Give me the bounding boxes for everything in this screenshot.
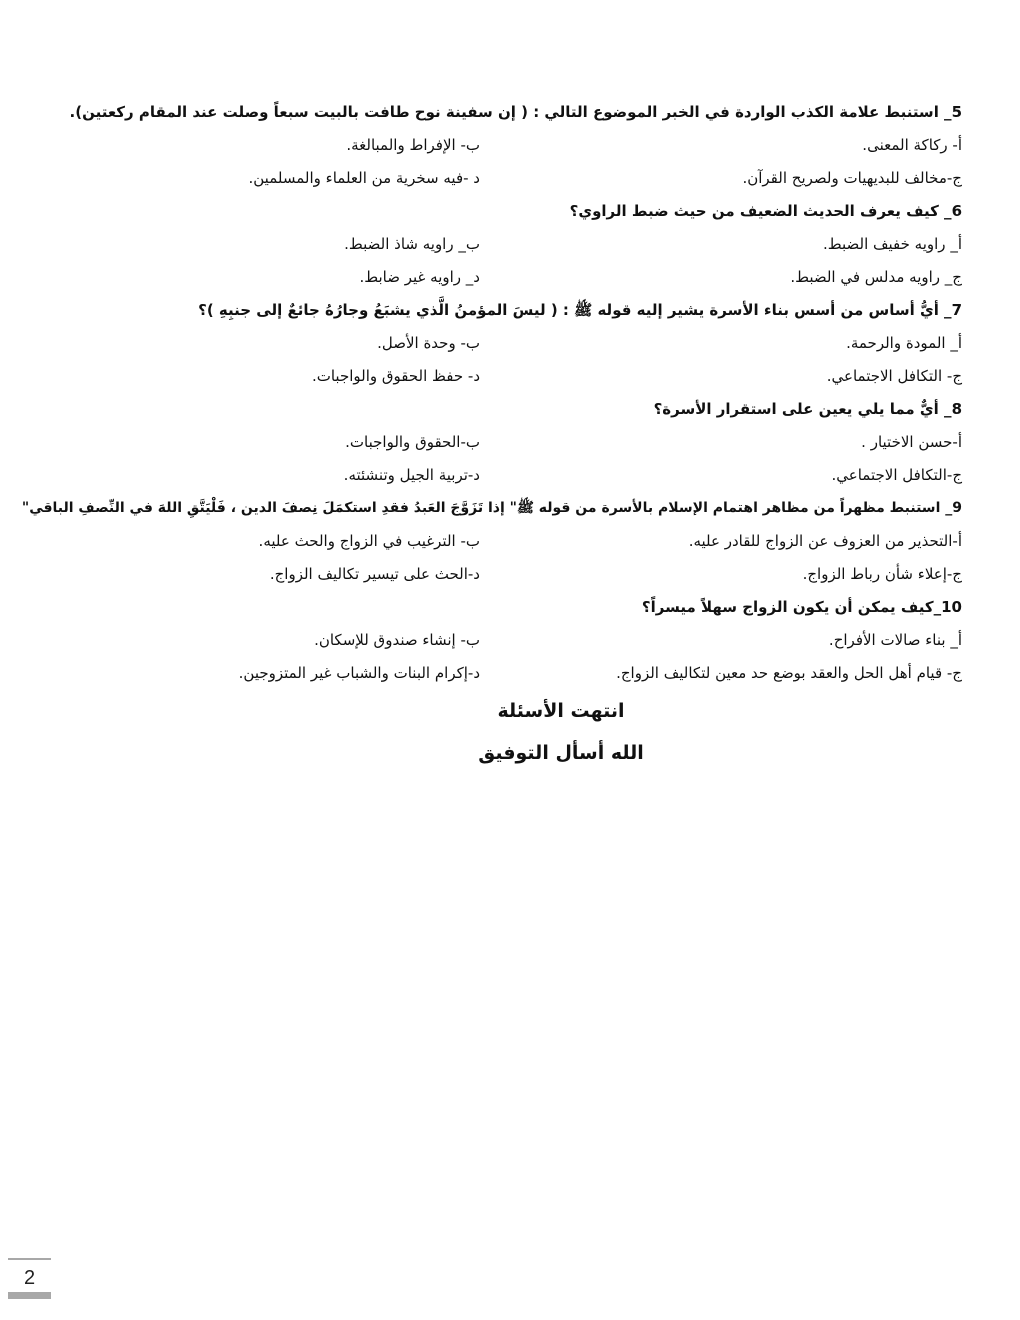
option-a: أ- ركاكة المعنى. xyxy=(862,136,962,154)
page-number: 2 xyxy=(23,1267,36,1289)
option-d: د_ راويه غير ضابط. xyxy=(359,268,480,286)
option-b: ب- الإفراط والمبالغة. xyxy=(346,136,480,154)
option-c: ج-إعلاء شأن رباط الزواج. xyxy=(802,565,962,583)
options-row xyxy=(100,459,962,492)
question-8: 8_ أيٌّ مما يلي يعين على استقرار الأسرة؟ xyxy=(653,400,962,418)
options-row xyxy=(100,624,962,657)
option-c: ج-مخالف للبديهيات ولصريح القرآن. xyxy=(742,169,962,187)
option-d: د-الحث على تيسير تكاليف الزواج. xyxy=(269,565,480,583)
question-10: 10_كيف يمكن أن يكون الزواج سهلاً ميسراً؟ xyxy=(641,598,962,616)
option-c: ج- التكافل الاجتماعي. xyxy=(826,367,962,385)
footer-bar xyxy=(8,1292,51,1299)
options-row xyxy=(100,129,962,162)
question-5: 5_ استنبط علامة الكذب الواردة في الخبر الموضوع التالي : ( إن سفينة نوح طافت بالبيت سبعاً وصلت عند المقام ركعتين). xyxy=(69,103,962,121)
options-row xyxy=(100,261,962,294)
options-row xyxy=(100,558,962,591)
options-row xyxy=(100,525,962,558)
option-a: أ-التحذير من العزوف عن الزواج للقادر عليه. xyxy=(688,532,962,550)
questions-section xyxy=(21,96,962,774)
option-a: أ_ راويه خفيف الضبط. xyxy=(822,235,962,253)
question-6: 6_ كيف يعرف الحديث الضعيف من حيث ضبط الراوي؟ xyxy=(569,202,962,220)
closing-prayer: الله أسأل التوفيق xyxy=(478,742,644,764)
option-a: أ-حسن الاختيار . xyxy=(861,433,962,451)
option-d: د-إكرام البنات والشباب غير المتزوجين. xyxy=(238,664,480,682)
options-row xyxy=(100,426,962,459)
option-a: أ_ المودة والرحمة. xyxy=(846,334,962,352)
option-c: ج- قيام أهل الحل والعقد بوضع حد معين لتكاليف الزواج. xyxy=(616,664,962,682)
option-b: ب- الترغيب في الزواج والحث عليه. xyxy=(258,532,480,550)
options-row xyxy=(100,360,962,393)
options-row xyxy=(100,657,962,690)
option-d: د-تربية الجيل وتنشئته. xyxy=(343,466,480,484)
option-c: ج_ راويه مدلس في الضبط. xyxy=(790,268,962,286)
option-b: ب_ راويه شاذ الضبط. xyxy=(344,235,480,253)
page-footer xyxy=(8,1258,51,1299)
option-d: د -فيه سخرية من العلماء والمسلمين. xyxy=(248,169,480,187)
question-9: 9_ استنبط مظهراً من مظاهر اهتمام الإسلام بالأسرة من قوله ﷺ" إذا تَزَوَّجَ العَبدُ فقدِ استكمَلَ نِصفَ الدين ، فَلْيَتَّقِ اللهَ في النِّصفِ الباقي" xyxy=(21,500,962,516)
options-row xyxy=(100,162,962,195)
option-d: د- حفظ الحقوق والواجبات. xyxy=(311,367,480,385)
question-7: 7_ أيُّ أساس من أسس بناء الأسرة يشير إليه قوله ﷺ : ( ليسَ المؤمنُ الَّذي يشبَعُ وجارُهُ جائعٌ إلى جنبِهِ )؟ xyxy=(198,301,962,319)
option-c: ج-التكافل الاجتماعي. xyxy=(831,466,962,484)
option-a: أ_ بناء صالات الأفراح. xyxy=(828,631,962,649)
option-b: ب-الحقوق والواجبات. xyxy=(345,433,480,451)
options-row xyxy=(100,327,962,360)
option-b: ب- وحدة الأصل. xyxy=(377,334,480,352)
options-row xyxy=(100,228,962,261)
option-b: ب- إنشاء صندوق للإسكان. xyxy=(314,631,480,649)
end-of-questions: انتهت الأسئلة xyxy=(497,700,625,722)
